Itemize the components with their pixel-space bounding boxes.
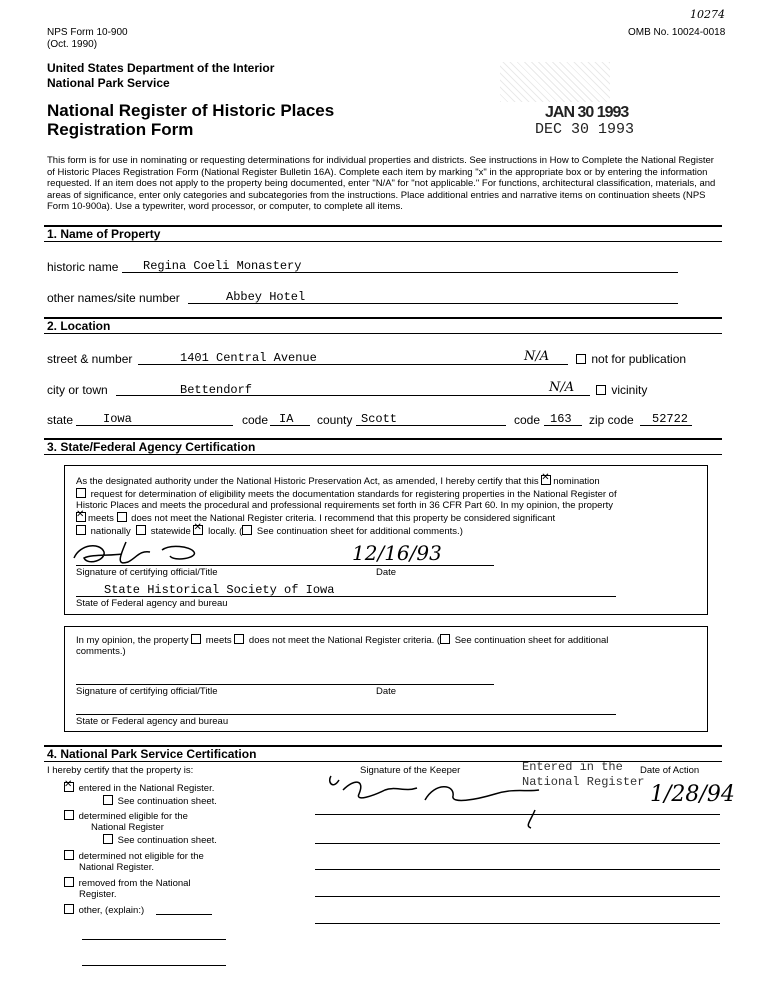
county-code-label: code	[514, 413, 541, 427]
other-line-1	[82, 939, 226, 940]
eligible-checkbox[interactable]	[64, 810, 74, 820]
entered-stamp-line2: National Register	[522, 775, 645, 789]
service-name: National Park Service	[47, 76, 170, 90]
entered-stamp-line1: Entered in the	[522, 760, 623, 774]
county-code-line	[544, 425, 582, 426]
not-eligible-checkbox[interactable]	[64, 850, 74, 860]
form-title-line1: National Register of Historic Places	[47, 101, 335, 120]
historic-name-line	[122, 272, 678, 273]
section3-heading: 3. State/Federal Agency Certification	[47, 440, 256, 454]
cert-line1: As the designated authority under the National Historic Preservation Act, as amended, I hereby certify that this ✕ nomination	[76, 475, 600, 487]
keeper-signature-label: Signature of the Keeper	[360, 765, 461, 776]
opinion-line1: In my opinion, the property meets does not meet the National Register criteria. ( See continuation sheet for additional	[76, 635, 609, 646]
nps-intro: I hereby certify that the property is:	[47, 765, 194, 776]
county-value[interactable]: Scott	[361, 412, 398, 426]
date-label: Date	[376, 567, 397, 578]
keeper-line-1	[315, 814, 720, 815]
keeper-line-3	[315, 869, 720, 870]
omb-number: OMB No. 10024-0018	[628, 27, 726, 38]
state-line	[76, 425, 233, 426]
signature-label: Signature of certifying official/Title	[76, 567, 218, 578]
section2-heading: 2. Location	[47, 319, 111, 333]
form-title-line2: Registration Form	[47, 120, 194, 139]
option-other[interactable]: other, (explain:)	[64, 904, 144, 916]
not-for-publication-checkbox[interactable]	[576, 354, 586, 364]
cert-continuation-checkbox[interactable]	[242, 525, 252, 535]
state-code-label: code	[242, 413, 269, 427]
agency2-line	[76, 714, 616, 715]
historic-name-value[interactable]: Regina Coeli Monastery	[143, 259, 302, 273]
eligible-continuation-checkbox[interactable]	[103, 834, 113, 844]
option-entered-continuation[interactable]: See continuation sheet.	[103, 795, 217, 807]
cert-line3: Historic Places and meets the procedural and professional requirements set forth in 36 CFR Part 60. In my opinion, the property	[76, 500, 614, 511]
state-value[interactable]: Iowa	[103, 412, 132, 426]
entered-checkbox[interactable]	[64, 782, 74, 792]
zip-line	[640, 425, 692, 426]
entered-continuation-checkbox[interactable]	[103, 795, 113, 805]
section2-heading-rule	[44, 333, 722, 334]
request-determination-checkbox[interactable]	[76, 488, 86, 498]
date2-label: Date	[376, 686, 397, 697]
historic-name-label: historic name	[47, 260, 119, 274]
street-value[interactable]: 1401 Central Avenue	[180, 351, 317, 365]
instructions-paragraph: This form is for use in nominating or requesting determinations for individual properties and districts. See instructions in How to Complete the National Register of Historic Places Registration Form (National Register Bulletin 16A). Complete each item by marking "x" in the appropriate box or by entering the information requested. If an item does not apply to the property being documented, enter "N/A" for "not applicable." For functions, architectural classification, materials, and areas of significance, enter only categories and subcategories from the instructions. Place additional entries and narrative items on continuation sheets (NPS Form 10-900a). Use a typewriter, word processor, or computer, to complete all items.	[47, 155, 716, 212]
cert-line4: ✕meets does not meet the National Register criteria. I recommend that this property be considered significant	[76, 512, 555, 524]
other-explain-line	[156, 914, 212, 915]
option-removed-line2: Register.	[79, 889, 117, 900]
section2-top-rule	[44, 317, 722, 319]
county-code-value[interactable]: 163	[550, 412, 572, 426]
county-label: county	[317, 413, 353, 427]
option-eligible[interactable]: determined eligible for the	[64, 810, 188, 822]
city-value[interactable]: Bettendorf	[180, 383, 253, 397]
opinion-line2: comments.)	[76, 646, 126, 657]
other-names-value[interactable]: Abbey Hotel	[226, 290, 306, 304]
vicinity-label: vicinity	[611, 383, 648, 397]
agency-line	[76, 596, 616, 597]
option-eligible-line2: National Register	[91, 822, 164, 833]
date-of-action-label: Date of Action	[640, 765, 700, 776]
city-na: N/A	[549, 380, 575, 395]
keeper-line-4	[315, 896, 720, 897]
signature2-label: Signature of certifying official/Title	[76, 686, 218, 697]
option-eligible-continuation[interactable]: See continuation sheet.	[103, 834, 217, 846]
street-na: N/A	[524, 349, 550, 364]
city-line	[116, 395, 590, 396]
locally-checkbox[interactable]	[193, 525, 203, 535]
statewide-checkbox[interactable]	[136, 525, 146, 535]
keeper-line-5	[315, 923, 720, 924]
section1-heading-rule	[44, 241, 722, 242]
not-for-publication-label: not for publication	[591, 352, 687, 366]
option-removed[interactable]: removed from the National	[64, 877, 191, 889]
street-label: street & number	[47, 352, 133, 366]
street-line	[138, 364, 568, 365]
section3-heading-rule	[44, 454, 722, 455]
faded-stamp	[500, 62, 610, 102]
received-stamp-line1: JAN 30 1993	[545, 104, 629, 121]
other-names-line	[188, 303, 678, 304]
received-stamp-line2: DEC 30 1993	[535, 121, 635, 138]
option-not-eligible[interactable]: determined not eligible for the	[64, 850, 204, 862]
signature-line	[76, 565, 494, 566]
agency2-label: State or Federal agency and bureau	[76, 716, 229, 727]
form-date: (Oct. 1990)	[47, 39, 98, 50]
cert-line2: request for determination of eligibility meets the documentation standards for registering properties in the National Register of	[76, 488, 617, 500]
vicinity-checkbox[interactable]	[596, 385, 606, 395]
form-number: NPS Form 10-900	[47, 27, 128, 38]
other-names-label: other names/site number	[47, 291, 180, 305]
does-not-meet-checkbox[interactable]	[117, 512, 127, 522]
agency-label: State of Federal agency and bureau	[76, 598, 228, 609]
city-label: city or town	[47, 383, 108, 397]
nationally-checkbox[interactable]	[76, 525, 86, 535]
cert-line5: nationally statewide ✕ locally. ( See continuation sheet for additional comments.)	[76, 525, 463, 537]
state-label: state	[47, 413, 74, 427]
meets-checkbox[interactable]	[76, 512, 86, 522]
keeper-line-2	[315, 843, 720, 844]
agency-value[interactable]: State Historical Society of Iowa	[104, 583, 335, 597]
option-entered[interactable]: ✕ entered in the National Register.	[64, 782, 214, 794]
corner-handwritten-mark: 10274	[690, 8, 725, 21]
keeper-signature	[325, 770, 565, 830]
nomination-checkbox[interactable]	[541, 475, 551, 485]
removed-checkbox[interactable]	[64, 877, 74, 887]
zip-label: zip code	[589, 413, 634, 427]
signature2-line	[76, 684, 494, 685]
state-code-line	[270, 425, 310, 426]
section1-heading: 1. Name of Property	[47, 227, 161, 241]
department-name: United States Department of the Interior	[47, 61, 275, 75]
zip-value[interactable]: 52722	[652, 412, 689, 426]
county-line	[356, 425, 506, 426]
option-not-eligible-line2: National Register.	[79, 862, 154, 873]
other-line-2	[82, 965, 226, 966]
opinion-continuation-checkbox[interactable]	[440, 634, 450, 644]
certification-date-value: 12/16/93	[352, 541, 442, 565]
action-date-value: 1/28/94	[650, 782, 735, 807]
vicinity-option[interactable]	[596, 383, 647, 397]
opinion-meets-checkbox[interactable]	[191, 634, 201, 644]
opinion-does-not-meet-checkbox[interactable]	[234, 634, 244, 644]
not-for-publication-option[interactable]	[576, 352, 686, 366]
state-code-value[interactable]: IA	[279, 412, 294, 426]
other-checkbox[interactable]	[64, 904, 74, 914]
section4-heading: 4. National Park Service Certification	[47, 747, 257, 761]
